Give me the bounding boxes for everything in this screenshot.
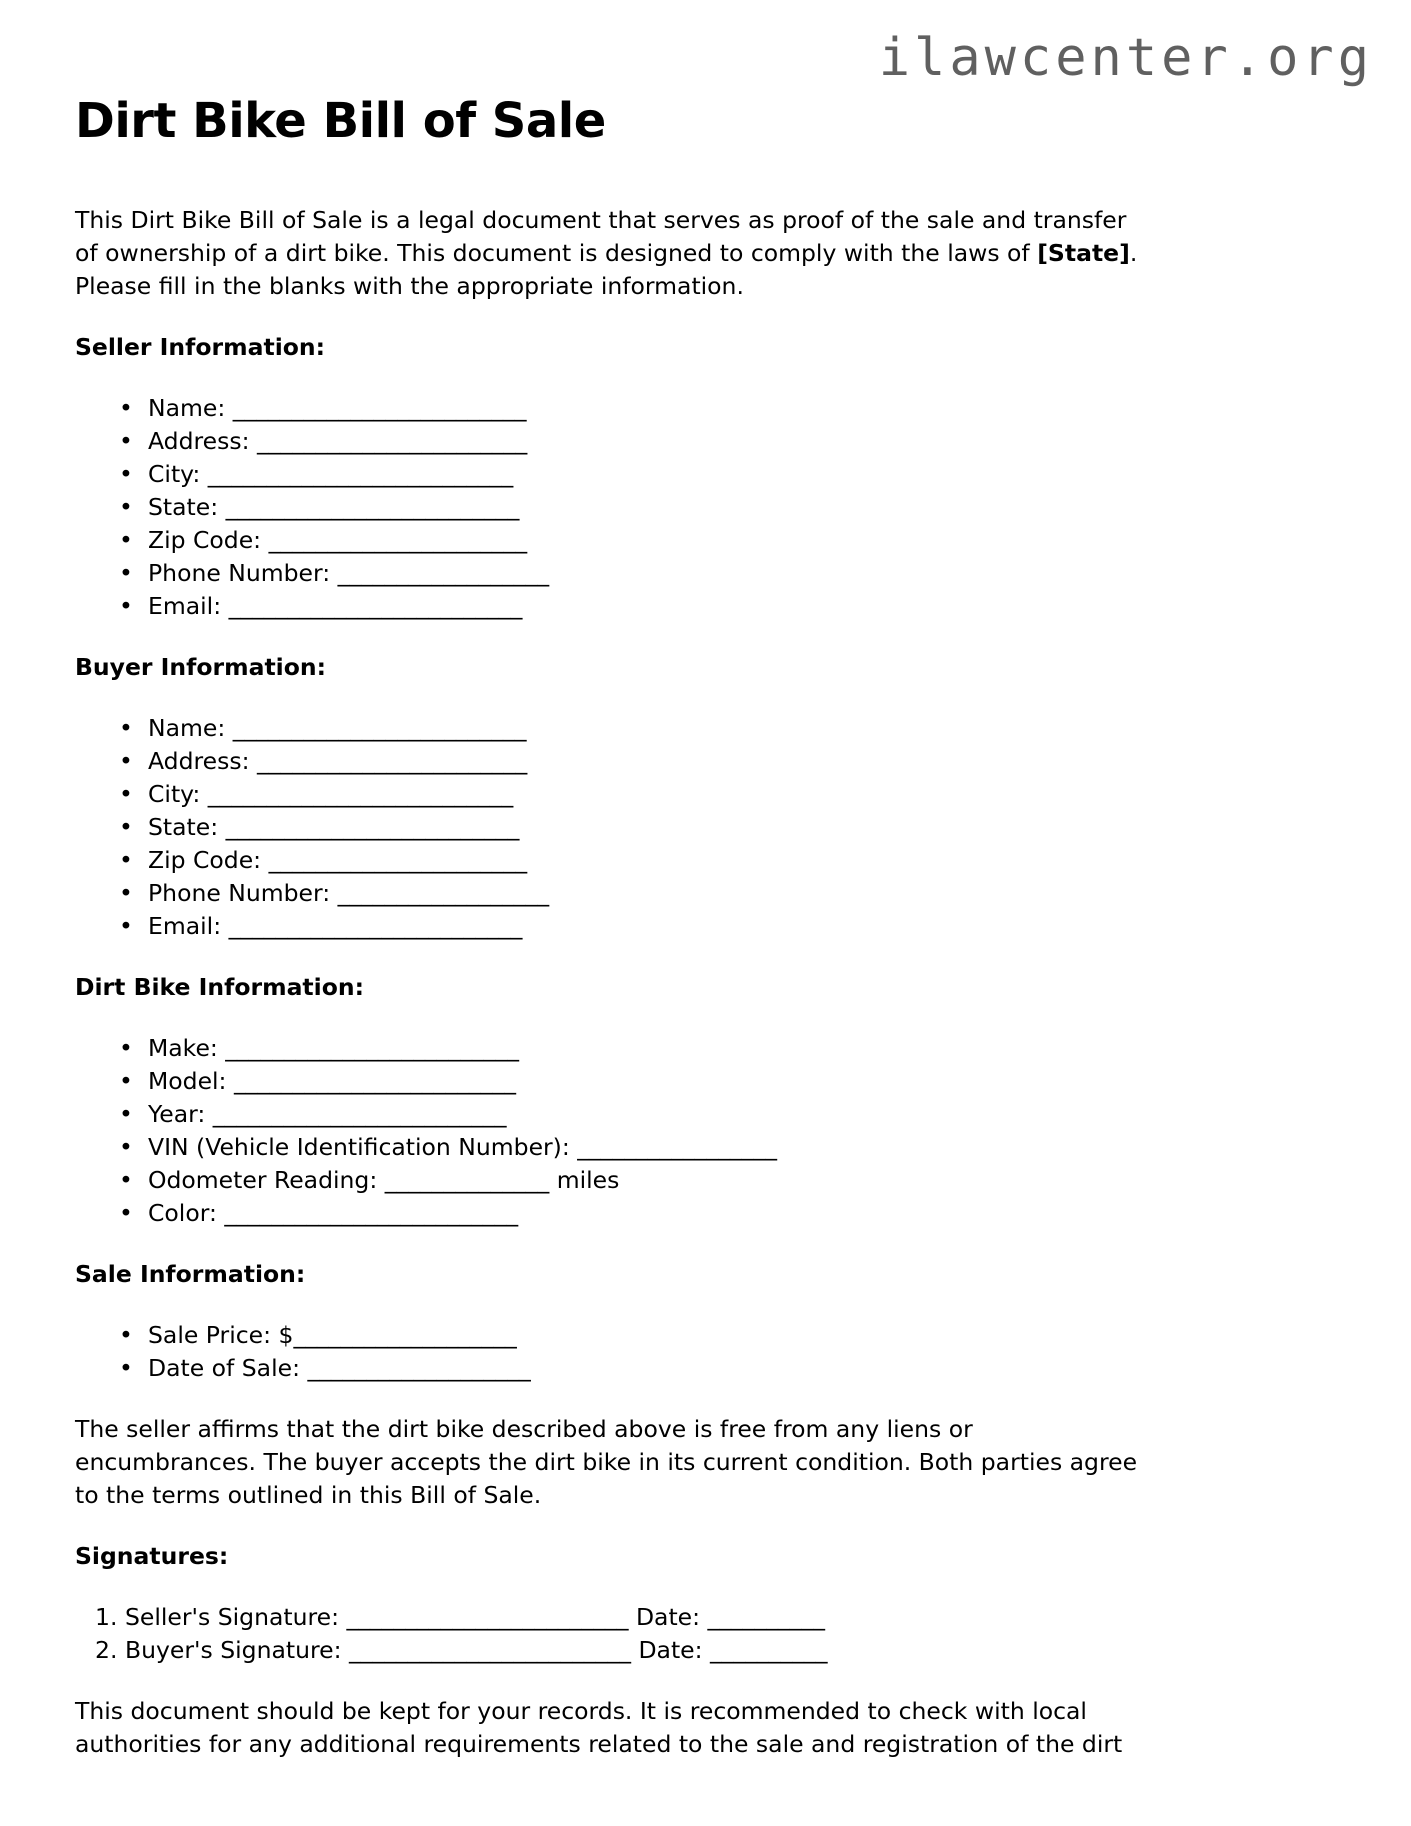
field-row: [75, 392, 1373, 425]
field-label: Year:: [148, 1100, 213, 1128]
footer-paragraph: [75, 1695, 1373, 1761]
date-label: Date:: [630, 1636, 711, 1664]
signature-label: Seller's Signature:: [125, 1603, 347, 1631]
field-label: Phone Number:: [148, 559, 338, 587]
field-label: Name:: [148, 714, 233, 742]
buyer-fields-list: [75, 712, 1373, 943]
blank-line: _________________________: [232, 714, 527, 742]
footer-line: This document should be kept for your records. It is recommended to check with local: [75, 1697, 1087, 1725]
field-row: [75, 1319, 1373, 1352]
field-row: [75, 877, 1373, 910]
field-suffix: miles: [549, 1166, 620, 1194]
signature-blank-line: ________________________: [346, 1603, 629, 1631]
field-row: [75, 844, 1373, 877]
field-row: [75, 1352, 1373, 1385]
field-row: [75, 910, 1373, 943]
field-row: [75, 1065, 1373, 1098]
field-label: State:: [148, 813, 226, 841]
field-row: [75, 712, 1373, 745]
blank-line: _________________: [577, 1133, 777, 1161]
field-row: [75, 590, 1373, 623]
blank-line: ___________________: [307, 1354, 531, 1382]
affirmation-line: encumbrances. The buyer accepts the dirt bike in its current condition. Both parties agree: [75, 1448, 1138, 1476]
affirmation-line: to the terms outlined in this Bill of Sale.: [75, 1481, 542, 1509]
field-row: [75, 1131, 1373, 1164]
list-number: 2.: [95, 1636, 118, 1664]
field-label: Make:: [148, 1034, 226, 1062]
intro-line: Please fill in the blanks with the appropriate information.: [75, 272, 744, 300]
blank-line: _________________________: [228, 912, 523, 940]
intro-line-text: .: [1129, 239, 1138, 267]
date-blank-line: __________: [707, 1603, 826, 1631]
field-label: Sale Price: $: [148, 1321, 294, 1349]
field-label: City:: [148, 780, 208, 808]
field-row: [75, 1032, 1373, 1065]
field-label: Name:: [148, 394, 233, 422]
blank-line: ________________________: [233, 1067, 516, 1095]
blank-line: __________________: [337, 879, 550, 907]
blank-line: _________________________: [232, 394, 527, 422]
field-row: [75, 1164, 1373, 1197]
blank-line: __________________________: [207, 780, 514, 808]
field-label: Address:: [148, 747, 257, 775]
field-row: [75, 1197, 1373, 1230]
signature-row: [75, 1601, 1373, 1634]
field-label: Color:: [148, 1199, 225, 1227]
field-label: Zip Code:: [148, 526, 269, 554]
blank-line: ___________________: [293, 1321, 517, 1349]
intro-line-text: of ownership of a dirt bike. This document is designed to comply with the laws of: [75, 239, 1038, 267]
affirmation-line: The seller affirms that the dirt bike described above is free from any liens or: [75, 1415, 973, 1443]
field-label: Email:: [148, 592, 229, 620]
field-label: Phone Number:: [148, 879, 338, 907]
blank-line: ______________: [384, 1166, 550, 1194]
section-heading-buyer: Buyer Information:: [75, 653, 327, 681]
signatures-list: [75, 1601, 1373, 1667]
affirmation-paragraph: [75, 1413, 1373, 1512]
document-title: Dirt Bike Bill of Sale: [75, 93, 606, 149]
field-label: Address:: [148, 427, 257, 455]
field-row: [75, 1098, 1373, 1131]
section-heading-sale: Sale Information:: [75, 1260, 306, 1288]
bike-fields-list: [75, 1032, 1373, 1230]
site-logo: ilawcenter.org: [878, 28, 1373, 88]
seller-fields-list: [75, 392, 1373, 623]
field-row: [75, 491, 1373, 524]
field-row: [75, 524, 1373, 557]
footer-line: authorities for any additional requirements related to the sale and registration of the dirt: [75, 1730, 1123, 1758]
blank-line: ______________________: [268, 526, 528, 554]
sale-fields-list: [75, 1319, 1373, 1385]
intro-line: [75, 237, 1373, 270]
field-row: [75, 557, 1373, 590]
field-row: [75, 745, 1373, 778]
field-label: State:: [148, 493, 226, 521]
date-blank-line: __________: [710, 1636, 828, 1664]
blank-line: _______________________: [256, 747, 528, 775]
signature-row: [75, 1634, 1373, 1667]
blank-line: _________________________: [212, 1100, 507, 1128]
field-label: Date of Sale:: [148, 1354, 308, 1382]
signature-label: Buyer's Signature:: [125, 1636, 349, 1664]
field-row: [75, 811, 1373, 844]
section-heading-dirt-bike: Dirt Bike Information:: [75, 973, 364, 1001]
blank-line: _________________________: [228, 592, 523, 620]
state-placeholder: [State]: [1037, 239, 1130, 267]
intro-line: This Dirt Bike Bill of Sale is a legal document that serves as proof of the sale and transfer: [75, 206, 1127, 234]
blank-line: _________________________: [224, 1199, 519, 1227]
field-label: Model:: [148, 1067, 234, 1095]
list-number: 1.: [95, 1603, 118, 1631]
field-label: Email:: [148, 912, 229, 940]
blank-line: _________________________: [225, 1034, 520, 1062]
field-label: Zip Code:: [148, 846, 269, 874]
signature-blank-line: ________________________: [348, 1636, 631, 1664]
date-label: Date:: [628, 1603, 708, 1631]
field-row: [75, 458, 1373, 491]
section-heading-signatures: Signatures:: [75, 1542, 229, 1570]
intro-paragraph: [75, 204, 1373, 303]
field-label: Odometer Reading:: [148, 1166, 385, 1194]
blank-line: ______________________: [268, 846, 528, 874]
field-label: VIN (Vehicle Identification Number):: [148, 1133, 578, 1161]
blank-line: _________________________: [225, 813, 520, 841]
blank-line: __________________: [337, 559, 550, 587]
field-row: [75, 425, 1373, 458]
field-row: [75, 778, 1373, 811]
blank-line: __________________________: [207, 460, 514, 488]
blank-line: _________________________: [225, 493, 520, 521]
field-label: City:: [148, 460, 208, 488]
blank-line: _______________________: [256, 427, 528, 455]
section-heading-seller: Seller Information:: [75, 333, 326, 361]
